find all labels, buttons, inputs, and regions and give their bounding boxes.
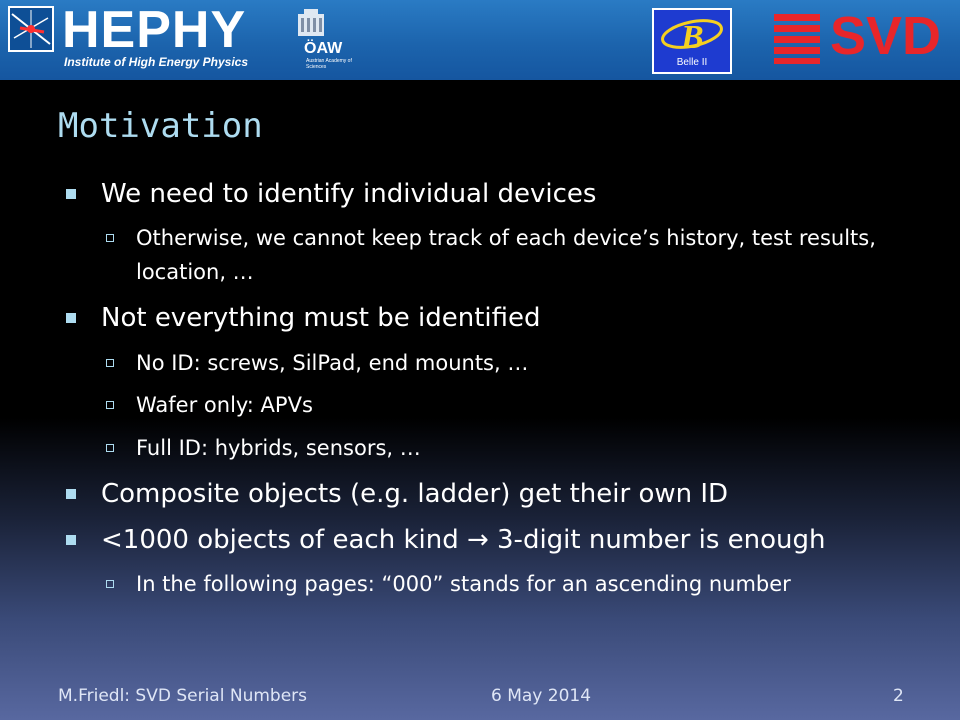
- hollow-square-bullet-icon: [106, 401, 114, 409]
- hephy-collision-icon: [8, 6, 54, 52]
- slide-title: Motivation: [58, 106, 263, 146]
- square-bullet-icon: [66, 313, 76, 323]
- square-bullet-icon: [66, 535, 76, 545]
- hollow-square-bullet-icon: [106, 234, 114, 242]
- academy-building-icon: [296, 8, 326, 38]
- footer-date: 6 May 2014: [491, 686, 592, 706]
- sub-bullet-text: Otherwise, we cannot keep track of each device’s history, test results, location, …: [136, 226, 876, 284]
- hollow-square-bullet-icon: [106, 444, 114, 452]
- hephy-logo-subtitle: Institute of High Energy Physics: [64, 55, 249, 69]
- hollow-square-bullet-icon: [106, 580, 114, 588]
- hephy-logo-title: HEPHY: [62, 1, 247, 59]
- square-bullet-icon: [66, 189, 76, 199]
- bullet-text: We need to identify individual devices: [101, 179, 597, 209]
- footer-author: M.Friedl: SVD Serial Numbers: [58, 686, 307, 706]
- bullet-text: Composite objects (e.g. ladder) get their own ID: [101, 479, 729, 509]
- footer-page-number: 2: [893, 686, 904, 706]
- header-banner: [0, 0, 960, 80]
- svd-bars-icon: [774, 14, 820, 64]
- svd-logo-text: SVD: [830, 6, 942, 66]
- sub-bullet-text: In the following pages: “000” stands for an ascending number: [136, 572, 791, 596]
- belle-ii-logo: [652, 8, 732, 74]
- sub-bullet-text: Wafer only: APVs: [136, 393, 313, 417]
- academy-logo-subtext: Austrian Academy of Sciences: [306, 58, 352, 70]
- bullet-text: <1000 objects of each kind → 3-digit number is enough: [101, 525, 826, 555]
- belle-ii-logo-text: Belle II: [676, 57, 708, 68]
- academy-logo-text: ÖAW: [304, 40, 343, 57]
- bullet-text: Not everything must be identified: [101, 303, 541, 333]
- square-bullet-icon: [66, 489, 76, 499]
- sub-bullet-text: No ID: screws, SilPad, end mounts, …: [136, 351, 529, 375]
- svg-text:B: B: [681, 19, 704, 56]
- hollow-square-bullet-icon: [106, 359, 114, 367]
- sub-bullet-text: Full ID: hybrids, sensors, …: [136, 436, 421, 460]
